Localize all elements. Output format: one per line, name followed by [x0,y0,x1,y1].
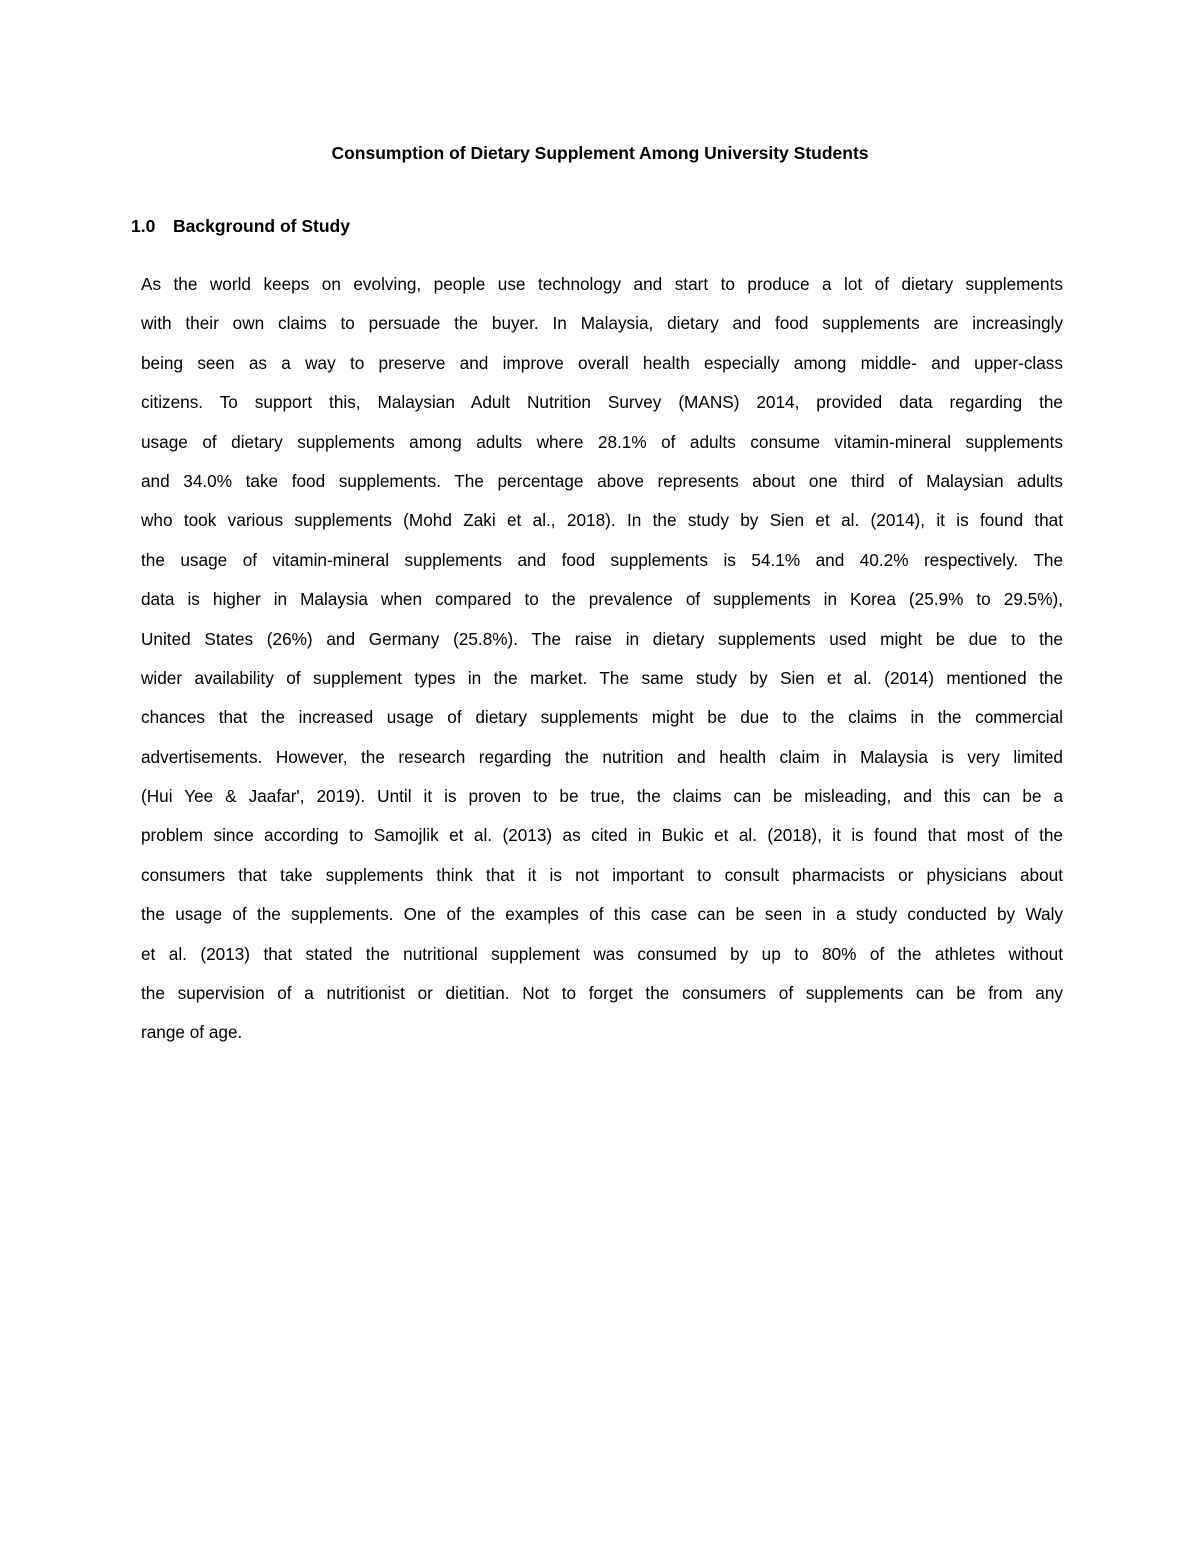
paragraph-line: the supervision of a nutritionist or dietitian. Not to forget the consumers of supplements can be from any [141,983,1063,1004]
paragraph-line: data is higher in Malaysia when compared to the prevalence of supplements in Korea (25.9% to 29.5%), [141,589,1063,610]
paragraph-line: the usage of vitamin-mineral supplements and food supplements is 54.1% and 40.2% respectively. The [141,549,1063,570]
paragraph-line: United States (26%) and Germany (25.8%). The raise in dietary supplements used might be due to the [141,628,1063,649]
paragraph-line: range of age. [141,1022,243,1043]
paragraph-line: citizens. To support this, Malaysian Adult Nutrition Survey (MANS) 2014, provided data regarding the [141,392,1063,413]
paragraph-line: usage of dietary supplements among adults where 28.1% of adults consume vitamin-mineral supplements [141,431,1063,452]
paragraph-line: et al. (2013) that stated the nutritional supplement was consumed by up to 80% of the athletes without [141,943,1063,964]
paragraph-line: advertisements. However, the research regarding the nutrition and health claim in Malaysia is very limited [141,746,1063,767]
paragraph-line: As the world keeps on evolving, people use technology and start to produce a lot of dietary supplements [141,274,1063,294]
section-number: 1.0 [131,216,156,236]
paragraph-line: chances that the increased usage of dietary supplements might be due to the claims in the commercial [141,707,1063,728]
paragraph-line: and 34.0% take food supplements. The percentage above represents about one third of Malaysian adults [141,470,1063,491]
section-heading [131,214,350,238]
paragraph-line: consumers that take supplements think that it is not important to consult pharmacists or physicians about [141,864,1063,885]
paragraph-line: being seen as a way to preserve and improve overall health especially among middle- and upper-class [141,352,1063,373]
section-heading-text: Background of Study [173,216,350,236]
paragraph-line: (Hui Yee & Jaafar', 2019). Until it is proven to be true, the claims can be misleading, and this can be a [141,786,1063,807]
body-paragraph [141,271,1063,1059]
paragraph-line: the usage of the supplements. One of the examples of this case can be seen in a study conducted by Waly [141,904,1063,925]
paragraph-line: problem since according to Samojlik et al. (2013) as cited in Bukic et al. (2018), it is found that most of the [141,825,1063,846]
paragraph-line: who took various supplements (Mohd Zaki et al., 2018). In the study by Sien et al. (2014), it is found that [141,510,1063,531]
paragraph-line: with their own claims to persuade the buyer. In Malaysia, dietary and food supplements are increasingly [141,313,1063,334]
paragraph-line: wider availability of supplement types in the market. The same study by Sien et al. (2014) mentioned the [141,667,1063,688]
document-title: Consumption of Dietary Supplement Among University Students [331,143,869,163]
